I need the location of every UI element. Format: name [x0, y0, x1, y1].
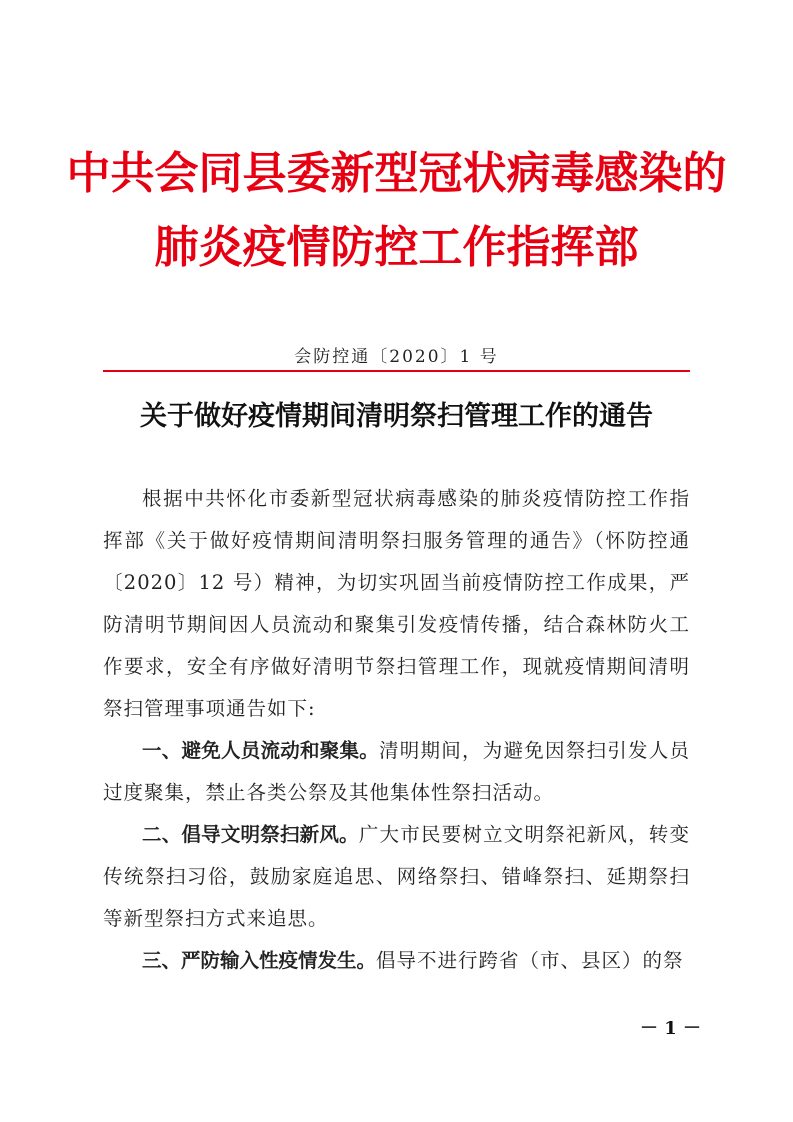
body-text — [103, 478, 690, 982]
issuer-title-line-1: 中共会同县委新型冠状病毒感染的 — [66, 148, 727, 199]
item-text-2: 广大市民要树立文明祭祀新风，转变传统祭扫习俗，鼓励家庭追思、网络祭扫、错峰祭扫、延期祭扫等新型祭扫方式来追思。 — [103, 823, 690, 930]
red-separator-line — [103, 370, 690, 372]
issuer-title-line-2: 肺炎疫情防控工作指挥部 — [154, 222, 639, 273]
item-lead-2: 二、倡导文明祭扫新风。 — [142, 823, 359, 846]
item-lead-1: 一、避免人员流动和聚集。 — [142, 739, 379, 762]
item-paragraph-3 — [103, 940, 690, 982]
item-text-1: 清明期间，为避免因祭扫引发人员过度聚集，禁止各类公祭及其他集体性祭扫活动。 — [103, 739, 690, 804]
notice-title: 关于做好疫情期间清明祭扫管理工作的通告 — [140, 401, 653, 432]
page-number: － 1 － — [640, 1018, 702, 1039]
document-number: 会防控通〔2020〕1 号 — [294, 347, 499, 367]
intro-paragraph: 根据中共怀化市委新型冠状病毒感染的肺炎疫情防控工作指挥部《关于做好疫情期间清明祭扫服务管理的通告》（怀防控通〔2020〕12 号）精神，为切实巩固当前疫情防控工作成果，严防清明节期间因人员流动和聚集引发疫情传播，结合森林防火工作要求，安全有序做好清明节祭扫管理工作，现就疫情期间清明祭扫管理事项通告如下: — [103, 487, 690, 720]
item-lead-3: 三、严防输入性疫情发生。 — [142, 949, 377, 972]
item-paragraph-1 — [103, 730, 690, 814]
item-text-3: 倡导不进行跨省（市、县区）的祭 — [376, 949, 684, 972]
item-paragraph-2 — [103, 814, 690, 940]
